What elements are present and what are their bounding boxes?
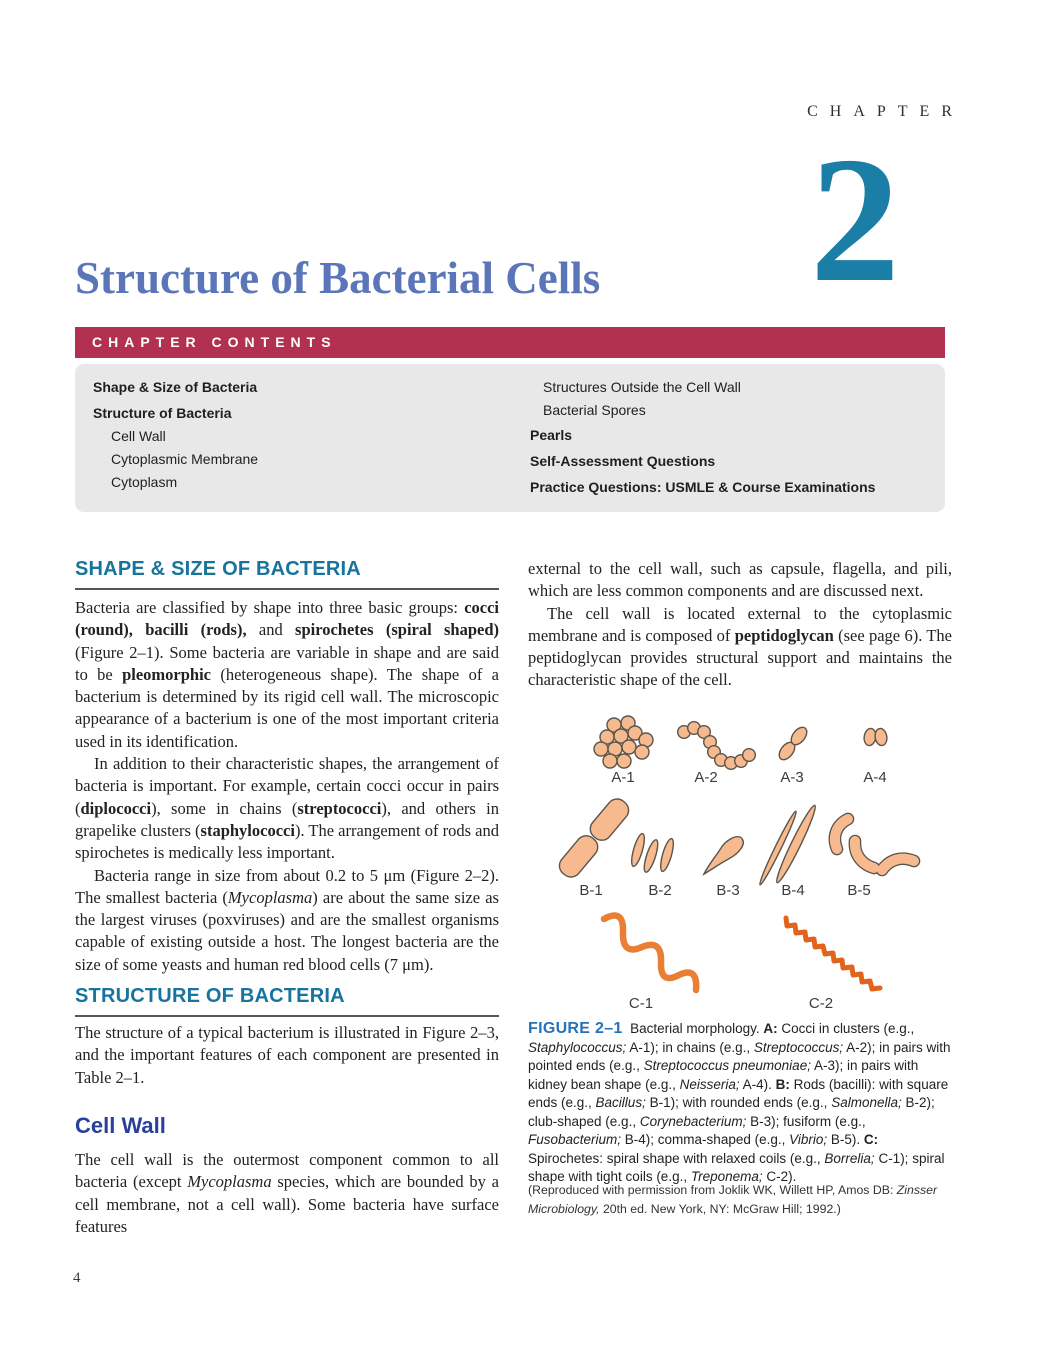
- paragraph: The cell wall is the outermost component common to all bacteria (except Mycoplasma species, which are bounded by a cell membrane, not a cell wall). Some bacteria have surface features: [75, 1150, 499, 1236]
- figure-label: A-2: [694, 769, 718, 786]
- toc-item: Pearls: [530, 427, 573, 443]
- section-shape-size-body: [75, 597, 499, 976]
- right-column-text: [528, 558, 952, 692]
- figure-label: B-2: [648, 882, 672, 899]
- rods-rounded-b2: [629, 832, 676, 873]
- section-structure-body: [75, 1022, 499, 1089]
- diplococci-pointed-a3: [776, 724, 810, 762]
- figure-caption-text: Bacterial morphology. A: Cocci in clusters (e.g., Staphylococcus; A-1); in chains (e.g., Streptococcus; A-2); in pairs with pointed ends (e.g., Streptococcus pneumoniae; A-3); in pairs with kidney bean shape (e.g., Neisseria; A-4). B: Rods (bacilli): with square ends (e.g., Bacillus; B-1); with rounded ends (e.g., Salmonella; B-2); club-shaped (e.g., Corynebacterium; B-3); fusiform (e.g., Fusobacterium; B-4); comma-shaped (e.g., Vibrio; B-5). C: Spirochetes: spiral shape with relaxed coils (e.g., Borrelia; C-1); spiral shape with tight coils (e.g., Treponema; C-2).: [528, 1021, 951, 1184]
- diplococci-kidney-a4: [863, 728, 888, 747]
- toc-item: Practice Questions: USMLE & Course Examinations: [530, 479, 876, 495]
- figure-canvas: [528, 698, 952, 1016]
- toc-item: Self-Assessment Questions: [530, 453, 716, 469]
- spirochete-relaxed-c1: [604, 916, 696, 990]
- figure-caption-label: FIGURE 2–1: [528, 1020, 623, 1037]
- figure-label: C-2: [808, 995, 834, 1012]
- section-shape-size: [75, 558, 499, 590]
- subsection-heading: Cell Wall: [75, 1113, 166, 1138]
- toc-item: Cell Wall: [111, 428, 166, 444]
- page-number: 4: [73, 1270, 81, 1286]
- paragraph: external to the cell wall, such as capsule, flagella, and pili, which are less common components and are discussed next.: [528, 559, 952, 601]
- figure-label: A-4: [863, 769, 887, 786]
- chapter-label: CHAPTER: [807, 103, 964, 120]
- rod-club-b3: [699, 832, 747, 880]
- section-heading: STRUCTURE OF BACTERIA: [75, 985, 499, 1017]
- toc-item: Bacterial Spores: [543, 402, 646, 418]
- cocci-cluster-a1: [594, 716, 653, 768]
- figure-label: C-1: [628, 995, 654, 1012]
- figure-label: B-1: [579, 882, 603, 899]
- paragraph: Bacteria range in size from about 0.2 to 5 μm (Figure 2–2). The smallest bacteria (Mycoplasma) are about the same size as the largest viruses (poxviruses) and are the smallest organisms capable of existing outside a host. The longest bacteria are the size of some yeasts and human red blood cells (7 μm).: [75, 865, 499, 974]
- figure-2-1: [528, 698, 952, 1016]
- figure-label: A-3: [780, 769, 804, 786]
- contents-box: [75, 364, 945, 512]
- toc-item: Structure of Bacteria: [93, 405, 232, 421]
- toc-item: Shape & Size of Bacteria: [93, 379, 258, 395]
- paragraph: In addition to their characteristic shapes, the arrangement of bacteria is important. For example, certain cocci occur in pairs (diplococci), some in chains (streptococci), and others in grapelike clusters (staphylococci). The arrangement of rods and spirochetes is medically less important.: [75, 754, 499, 863]
- rods-fusiform-b4: [757, 803, 819, 886]
- chapter-number: 2: [810, 120, 900, 319]
- figure-label: A-1: [611, 769, 635, 786]
- paragraph: Bacteria are classified by shape into three basic groups: cocci (round), bacilli (rods), and spirochetes (spiral shaped) (Figure 2–1). Some bacteria are variable in shape and are said to be pleomorphic (heterogeneous shape). The shape of a bacterium is determined by its rigid cell wall. The microscopic appearance of a bacterium is one of the most important criteria used in its identification.: [75, 598, 500, 751]
- rods-comma-b5: [835, 819, 914, 870]
- rod-square-ends-b1: [555, 795, 632, 881]
- spirochete-tight-c2: [786, 918, 880, 989]
- subsection-cell-wall-body: [75, 1149, 499, 1238]
- figure-label: B-4: [781, 882, 805, 899]
- section-heading: SHAPE & SIZE OF BACTERIA: [75, 558, 499, 590]
- section-structure: [75, 985, 499, 1017]
- figure-caption: [528, 1020, 952, 1187]
- cocci-chain-a2: [678, 722, 756, 770]
- contents-banner-text: CHAPTER CONTENTS: [92, 334, 337, 350]
- subsection-cell-wall: [75, 1113, 499, 1139]
- contents-banner: [75, 327, 945, 358]
- page-title: Structure of Bacterial Cells: [75, 253, 601, 304]
- paragraph: The structure of a typical bacterium is illustrated in Figure 2–3, and the important features of each component are presented in Table 2–1.: [75, 1023, 499, 1087]
- toc-item: Cytoplasm: [111, 474, 178, 490]
- figure-credit: (Reproduced with permission from Joklik WK, Willett HP, Amos DB: Zinsser Microbiology, 20th ed. New York, NY: McGraw Hill; 1992.): [528, 1183, 938, 1216]
- toc-item: Cytoplasmic Membrane: [111, 451, 259, 467]
- figure-label: B-3: [716, 882, 740, 899]
- figure-label: B-5: [847, 882, 871, 899]
- toc-item: Structures Outside the Cell Wall: [543, 379, 741, 395]
- paragraph: The cell wall is located external to the cytoplasmic membrane and is composed of peptidoglycan (see page 6). The peptidoglycan provides structural support and maintains the characteristic shape of the cell.: [528, 603, 952, 690]
